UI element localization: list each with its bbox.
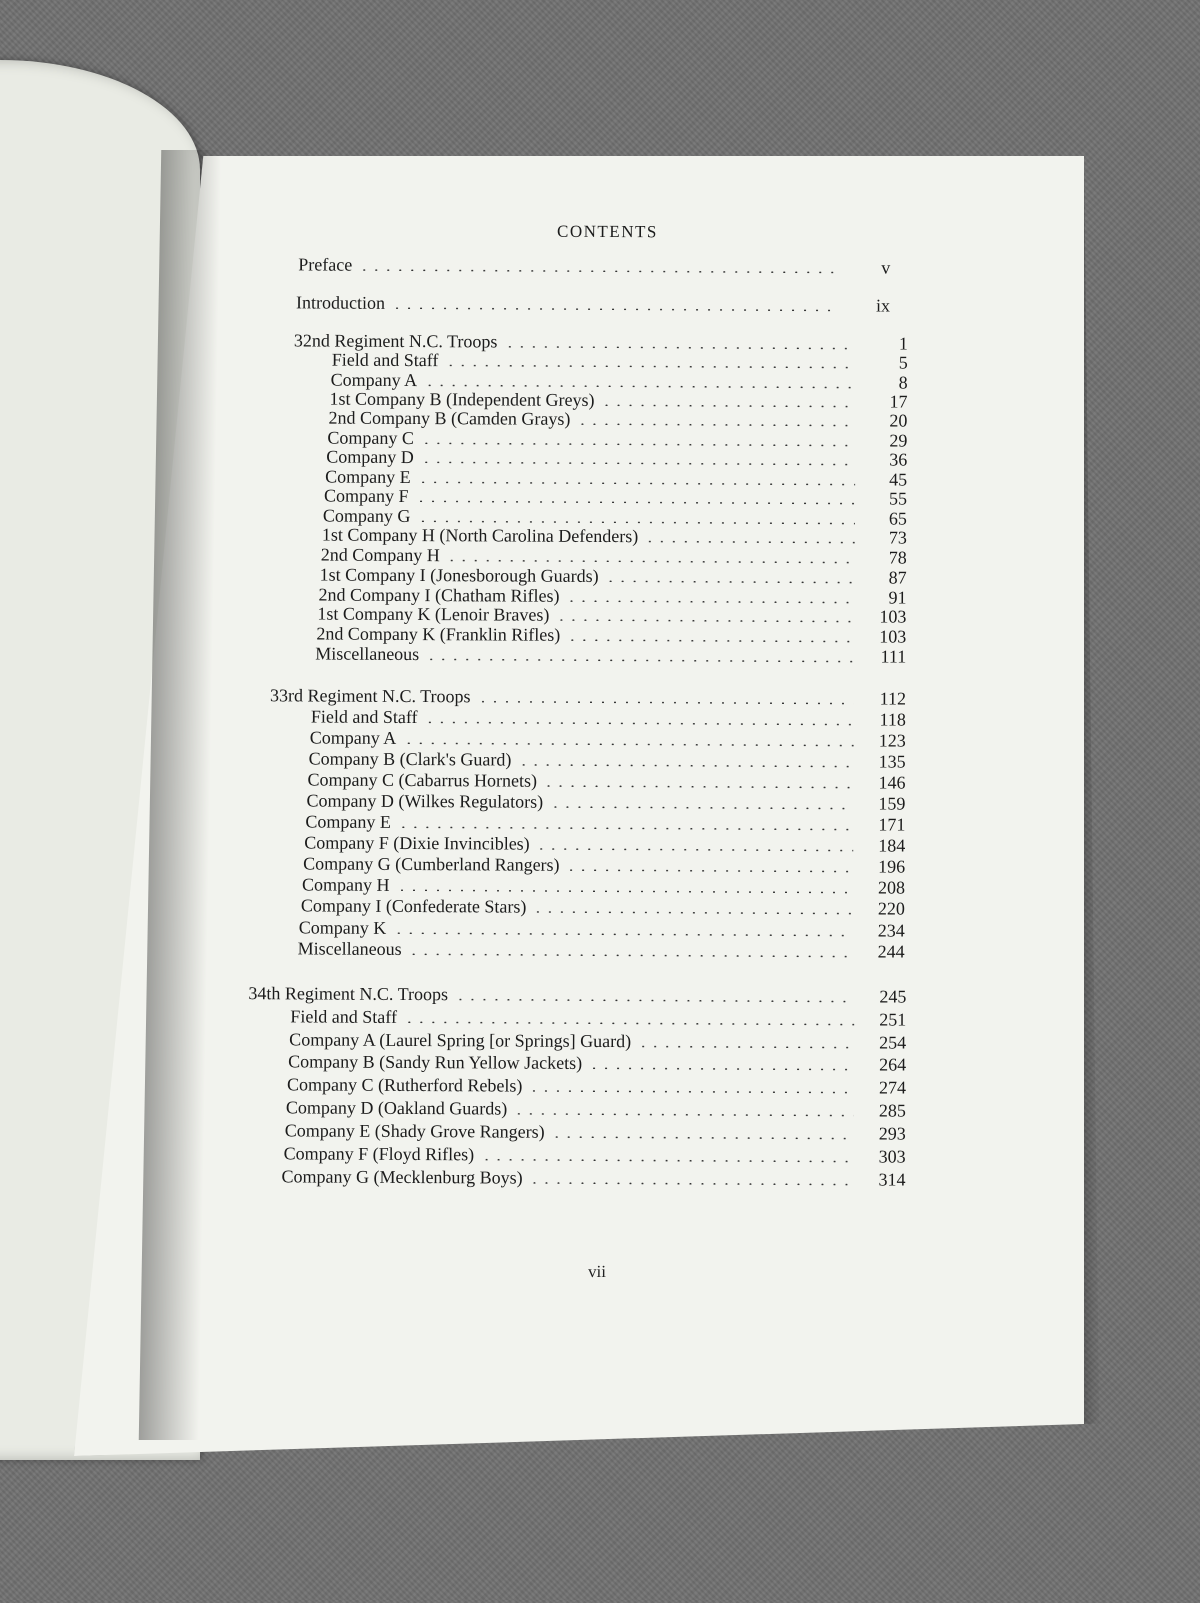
- toc-entry-label: 2nd Company H: [320, 544, 440, 566]
- toc-entry-label: 1st Company B (Independent Greys): [329, 388, 595, 410]
- toc-entry-label: Company G (Cumberland Rangers): [303, 853, 560, 875]
- toc-entry-page: 254: [879, 1032, 907, 1053]
- toc-entry-label: Company D: [326, 446, 414, 468]
- toc-entry-page: 135: [878, 751, 906, 772]
- dot-leader: [517, 764, 853, 768]
- dot-leader: [644, 540, 855, 543]
- dot-leader: [391, 307, 838, 311]
- toc-entry-page: 293: [878, 1123, 906, 1144]
- toc-entry: [298, 938, 905, 962]
- toc-entry-label: Company C (Cabarrus Hornets): [307, 769, 538, 791]
- dot-leader: [420, 442, 855, 446]
- dot-leader: [513, 1113, 854, 1117]
- toc-entry-label: Company A: [330, 369, 418, 391]
- toc-entry: [301, 895, 905, 919]
- dot-leader: [415, 500, 855, 504]
- toc-entry-label: Company H: [301, 874, 390, 895]
- toc-entry-page: 220: [877, 898, 905, 919]
- toc-entry-page: 264: [879, 1054, 907, 1075]
- toc-entry-page: 303: [878, 1146, 906, 1167]
- toc-entry: [281, 1166, 905, 1190]
- dot-leader: [423, 384, 855, 388]
- dot-leader: [425, 658, 854, 662]
- dot-leader: [588, 1067, 854, 1070]
- dot-leader: [566, 869, 854, 873]
- dot-leader: [532, 911, 853, 915]
- toc-entry: [285, 1120, 906, 1144]
- dot-leader: [424, 721, 854, 725]
- dot-leader: [395, 889, 853, 893]
- toc-entry-label: Company D (Wilkes Regulators): [306, 790, 544, 812]
- dot-leader: [420, 461, 856, 465]
- dot-leader: [446, 559, 855, 563]
- toc-entry-page: 1: [898, 333, 908, 354]
- toc-entry-label: Company E: [305, 811, 391, 832]
- toc-entry: [315, 644, 906, 668]
- toc-entry-page: 29: [889, 430, 908, 451]
- toc-entry-label: Company F (Floyd Rifles): [283, 1143, 475, 1165]
- toc-entry-label: 2nd Company I (Chatham Rifles): [318, 584, 560, 606]
- toc-entry-label: Company F (Dixie Invincibles): [304, 832, 530, 854]
- toc-entry-page: 103: [879, 626, 907, 647]
- toc-entry-page: 65: [888, 508, 908, 529]
- toc-entry: [296, 292, 890, 316]
- toc-entry-page: 8: [898, 372, 908, 393]
- toc-entry-page: 208: [877, 877, 906, 898]
- dot-leader: [417, 481, 856, 485]
- toc-entry-label: 1st Company K (Lenoir Braves): [317, 603, 550, 625]
- toc-entry-label: Miscellaneous: [315, 643, 420, 665]
- toc-entry-page: 36: [889, 449, 908, 470]
- toc-entry-label: 34th Regiment N.C. Troops: [248, 983, 449, 1005]
- toc-entry: [290, 1006, 906, 1030]
- toc-entry-label: Company G: [322, 505, 411, 527]
- toc-entry-label: Company A: [309, 727, 397, 748]
- toc-entry-page: 17: [889, 391, 908, 412]
- toc-entry-label: Company B (Clark's Guard): [308, 748, 512, 770]
- dot-leader: [392, 932, 853, 936]
- toc-entry-page: 184: [878, 835, 906, 856]
- toc-entry-page: 251: [879, 1009, 907, 1030]
- toc-entry-page: 146: [878, 772, 906, 793]
- toc-entry-page: 118: [879, 709, 906, 730]
- toc-entry-label: Field and Staff: [331, 349, 439, 371]
- toc-entry-page: 20: [889, 410, 908, 431]
- dot-leader: [480, 1158, 853, 1162]
- dot-leader: [503, 345, 855, 349]
- toc-entry: [288, 1051, 906, 1075]
- dot-leader: [536, 848, 854, 852]
- dot-leader: [565, 600, 854, 604]
- toc-entry-label: 33rd Regiment N.C. Troops: [269, 685, 471, 707]
- toc-entry-page: 244: [877, 941, 905, 962]
- toc-entry: [298, 254, 890, 278]
- toc-entry-label: Introduction: [296, 292, 386, 313]
- toc-entry-page: 314: [878, 1169, 906, 1190]
- dot-leader: [528, 1090, 854, 1094]
- toc-entry: [287, 1074, 906, 1098]
- toc-entry-label: Company B (Sandy Run Yellow Jackets): [288, 1051, 583, 1073]
- toc-entry-page: 171: [878, 814, 906, 835]
- toc-entry: [284, 1143, 906, 1167]
- dot-leader: [477, 700, 854, 704]
- toc-entry-label: Company D (Oakland Guards): [285, 1097, 508, 1119]
- toc-entry-page: 103: [879, 606, 907, 627]
- toc-entry-label: 1st Company H (North Carolina Defenders): [321, 524, 639, 547]
- dot-leader: [408, 953, 853, 957]
- toc-entry-label: Miscellaneous: [297, 938, 402, 959]
- dot-leader: [397, 826, 854, 830]
- toc-entry-page: 55: [889, 488, 908, 509]
- toc-entry-label: Company C (Rutherford Rebels): [286, 1074, 523, 1096]
- toc-entry-page: 73: [888, 527, 907, 548]
- toc-entry-label: 32nd Regiment N.C. Troops: [293, 330, 498, 352]
- dot-leader: [444, 364, 855, 368]
- dot-leader: [402, 742, 853, 746]
- toc-entry-page: 45: [889, 469, 908, 490]
- dot-leader: [551, 1136, 854, 1140]
- dot-leader: [529, 1182, 854, 1186]
- toc-entry-label: Company E (Shady Grove Rangers): [284, 1120, 545, 1142]
- toc-entry-label: 2nd Company B (Camden Grays): [328, 407, 571, 429]
- dot-leader: [555, 619, 854, 623]
- toc-entry-page: 234: [877, 920, 905, 941]
- toc-entry-label: Company G (Mecklenburg Boys): [281, 1166, 523, 1188]
- dot-leader: [549, 806, 853, 810]
- toc-entry: [289, 1029, 906, 1053]
- dot-leader: [637, 1045, 854, 1048]
- toc-entry-page: v: [881, 257, 891, 278]
- toc-entry-label: Company C: [327, 427, 414, 449]
- dot-leader: [358, 269, 838, 274]
- toc-entry-label: 1st Company I (Jonesborough Guards): [319, 564, 599, 586]
- toc-entry-page: 87: [888, 567, 907, 588]
- page-number: vii: [587, 1261, 607, 1282]
- dot-leader: [454, 998, 854, 1002]
- toc-entry-page: 274: [878, 1077, 907, 1098]
- toc-entry-label: Company F: [324, 485, 409, 506]
- toc-entry-page: 91: [888, 587, 907, 608]
- toc-entry-label: Company E: [325, 466, 411, 488]
- toc-entry-label: 2nd Company K (Franklin Rifles): [316, 623, 561, 645]
- toc-entry-page: 159: [878, 793, 906, 814]
- dot-leader: [543, 785, 854, 789]
- toc-entry-label: Preface: [298, 254, 353, 275]
- toc-entry-page: 285: [878, 1100, 906, 1121]
- toc-entry: [286, 1097, 906, 1121]
- toc-entry-page: 123: [878, 730, 906, 751]
- toc-entry: [248, 983, 906, 1007]
- dot-leader: [416, 520, 855, 524]
- toc-entry-page: 112: [879, 688, 907, 709]
- toc-entry-page: 196: [878, 856, 906, 877]
- contents-title: CONTENTS: [557, 221, 658, 242]
- dot-leader: [566, 639, 854, 643]
- toc-entry-page: 245: [879, 986, 907, 1007]
- toc-entry-label: Field and Staff: [290, 1006, 398, 1027]
- dot-leader: [576, 423, 855, 426]
- toc-entry-page: 111: [880, 646, 907, 667]
- toc-entry-page: ix: [876, 295, 891, 316]
- toc-entry-page: 78: [888, 547, 907, 568]
- dot-leader: [600, 404, 855, 407]
- toc-entry-label: Field and Staff: [310, 706, 418, 728]
- toc-entry-label: Company A (Laurel Spring [or Springs] Guard): [289, 1029, 632, 1052]
- dot-leader: [605, 580, 855, 583]
- toc-entry-label: Company I (Confederate Stars): [300, 895, 527, 917]
- toc-entry-label: Company K: [298, 917, 387, 938]
- toc-entry-page: 5: [898, 352, 908, 373]
- dot-leader: [403, 1021, 854, 1025]
